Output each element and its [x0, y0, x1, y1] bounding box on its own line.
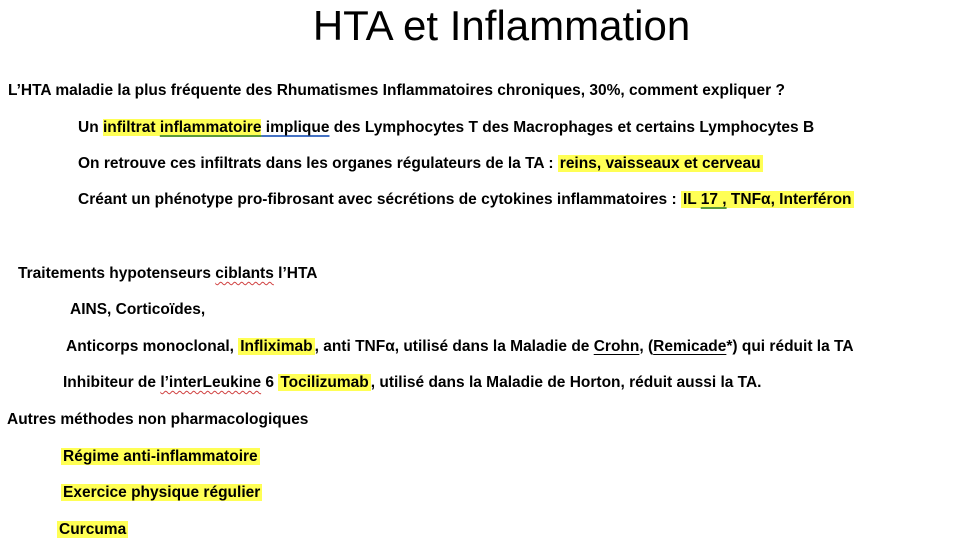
treatment-infliximab-g: *) qui réduit la TA	[726, 338, 854, 355]
highlight-curcuma: Curcuma	[59, 521, 127, 538]
point-organs	[78, 153, 763, 175]
treatment-infliximab-d: Crohn	[593, 338, 640, 355]
highlight-infliximab: Infliximab	[240, 338, 313, 355]
treatment-infliximab	[66, 336, 854, 358]
other-methods-heading: Autres méthodes non pharmacologiques	[7, 411, 309, 428]
point-phenotype	[78, 189, 854, 211]
highlight-organs: reins, vaisseaux et cerveau	[559, 155, 761, 172]
treatment-tocilizumab-a: Inhibiteur de	[63, 374, 161, 391]
point-organs-text-a: On retrouve ces infiltrats dans les organes régulateurs de la TA :	[78, 155, 558, 172]
treatment-tocilizumab	[63, 372, 762, 394]
treatments-heading	[18, 263, 317, 285]
point-infiltrate	[78, 117, 814, 139]
treatment-infliximab-f: Remicade	[653, 338, 727, 355]
point-infiltrate-text-a: Un	[78, 119, 103, 136]
slide-title: HTA et Inflammation	[312, 2, 691, 49]
point-phenotype-text-a: Créant un phénotype pro-fibrosant avec sécrétions de cytokines inflammatoires :	[78, 191, 681, 208]
point-phenotype-text-c: 17 ,	[700, 191, 727, 208]
treatment-tocilizumab-c: 6	[261, 374, 279, 391]
highlight-infiltrat	[103, 119, 261, 136]
treatments-heading-b: ciblants	[215, 265, 274, 282]
point-infiltrate-text-e: implique	[261, 119, 330, 136]
treatment-infliximab-a: Anticorps monoclonal,	[66, 338, 239, 355]
other-method-exercise	[61, 482, 262, 504]
treatment-infliximab-e: , (	[639, 338, 654, 355]
treatment-infliximab-c: , anti TNFα, utilisé dans la Maladie de	[314, 338, 594, 355]
treatments-heading-a: Traitements hypotenseurs	[18, 265, 216, 282]
point-infiltrate-text-f: des Lymphocytes T des Macrophages et certains Lymphocytes B	[329, 119, 815, 136]
treatment-tocilizumab-e: , utilisé dans la Maladie de Horton, réduit aussi la TA.	[370, 374, 762, 391]
other-method-diet	[61, 446, 260, 468]
treatments-heading-c: l’HTA	[273, 265, 318, 282]
point-phenotype-text-d: TNFα, Interféron	[726, 191, 852, 208]
point-phenotype-text-b: IL	[682, 191, 701, 208]
other-method-curcuma	[57, 519, 128, 540]
highlight-cytokines	[681, 191, 854, 208]
treatment-tocilizumab-b: l’interLeukine	[160, 374, 262, 391]
highlight-exercise: Exercice physique régulier	[63, 484, 261, 501]
intro-question: L’HTA maladie la plus fréquente des Rhumatismes Inflammatoires chroniques, 30%, comment expliquer ?	[8, 82, 785, 99]
point-infiltrate-text-b: infiltrat	[102, 119, 156, 136]
treatment-ains: AINS, Corticoïdes,	[70, 301, 206, 318]
point-infiltrate-text-d: inflammatoire	[159, 119, 262, 136]
highlight-diet: Régime anti-inflammatoire	[63, 448, 258, 465]
highlight-tocilizumab: Tocilizumab	[280, 374, 369, 391]
